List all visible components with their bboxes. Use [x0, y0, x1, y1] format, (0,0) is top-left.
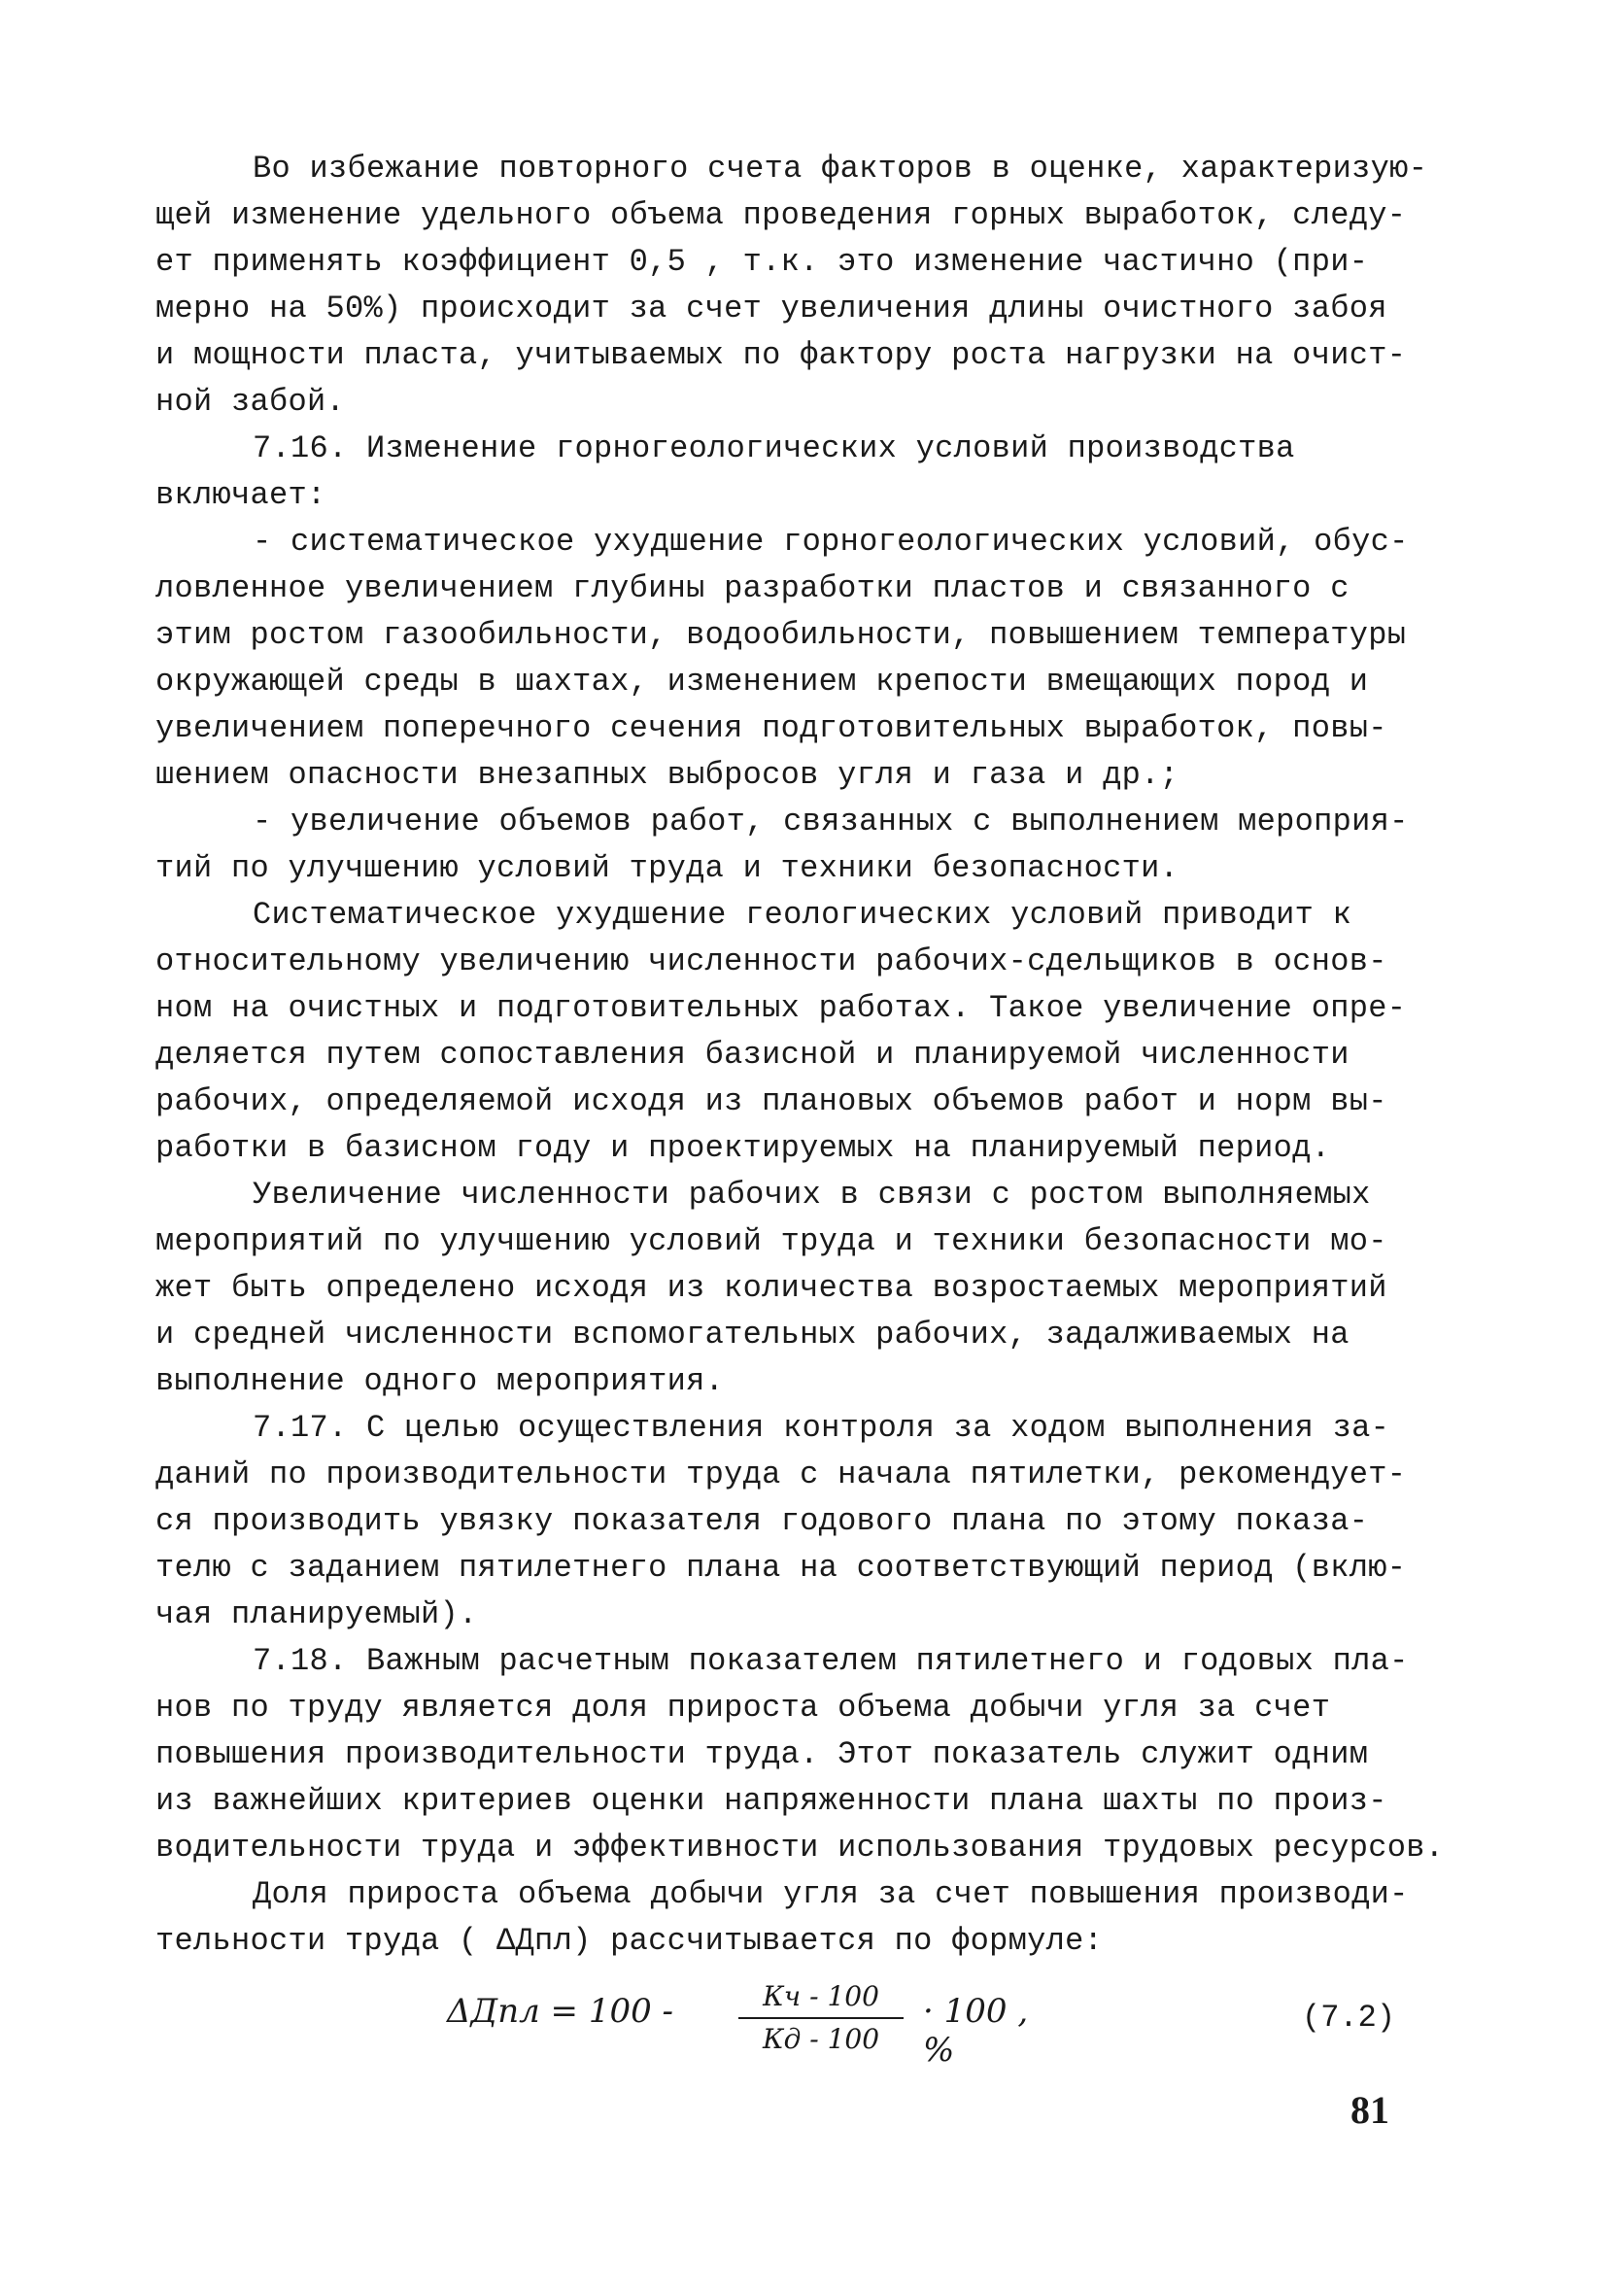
text-line: относительному увеличению численности рабочих-сдельщиков в основ-	[155, 943, 1387, 979]
text-line: мероприятий по улучшению условий труда и техники безопасности мо-	[155, 1223, 1387, 1259]
text-line: деляется путем сопоставления базисной и планируемой численности	[155, 1037, 1350, 1073]
text-line: выполнение одного мероприятия.	[155, 1363, 725, 1399]
formula-block	[155, 1965, 1477, 2072]
page-number: 81	[1350, 2088, 1389, 2132]
paragraph	[155, 1871, 1477, 1965]
text-line: телю с заданием пятилетнего плана на соответствующий период (вклю-	[155, 1550, 1407, 1586]
text-line: повышения производительности труда. Этот показатель служит одним	[155, 1736, 1369, 1772]
paragraph	[155, 1638, 1477, 1871]
text-line: - систематическое ухудшение горногеологических условий, обус-	[253, 524, 1409, 560]
text-line: этим ростом газообильности, водообильности, повышением температуры	[155, 617, 1407, 653]
formula-numerator: Кч - 100	[763, 1980, 879, 2012]
formula-lhs: ΔДпл = 100 -	[447, 1992, 674, 2031]
paragraph	[155, 146, 1477, 426]
paragraph	[155, 799, 1477, 892]
text-line: ной забой.	[155, 384, 346, 420]
text-line: 7.18. Важным расчетным показателем пятилетнего и годовых пла-	[253, 1643, 1409, 1679]
text-line: тий по улучшению условий труда и техники безопасности.	[155, 850, 1179, 886]
paragraph	[155, 1405, 1477, 1638]
text-line: Увеличение численности рабочих в связи с ростом выполняемых	[253, 1177, 1371, 1213]
text-line: окружающей среды в шахтах, изменением крепости вмещающих пород и	[155, 664, 1369, 700]
formula-7-2	[447, 1978, 1069, 2072]
text-line: рабочих, определяемой исходя из плановых объемов работ и норм вы-	[155, 1083, 1387, 1119]
text-line: включает:	[155, 477, 326, 513]
formula-rhs: · 100 , %	[923, 1992, 1029, 2070]
text-line: - увеличение объемов работ, связанных с выполнением мероприя-	[253, 804, 1409, 840]
text-line: ет применять коэффициент 0,5 , т.к. это изменение частично (при-	[155, 244, 1369, 280]
text-line: ся производить увязку показателя годового плана по этому показа-	[155, 1503, 1369, 1539]
text-line: 7.17. С целью осуществления контроля за ходом выполнения за-	[253, 1410, 1390, 1446]
document-body	[155, 146, 1477, 1965]
formula-row	[155, 1978, 1477, 2072]
paragraph	[155, 426, 1477, 519]
text-line: Систематическое ухудшение геологических условий приводит к	[253, 897, 1352, 933]
text-line: ном на очистных и подготовительных работах. Такое увеличение опре-	[155, 990, 1407, 1026]
text-line: жет быть определено исходя из количества возростаемых мероприятий	[155, 1270, 1387, 1306]
formula-denominator: Кд - 100	[762, 2023, 880, 2055]
text-line: Доля прироста объема добычи угля за счет повышения производи-	[253, 1876, 1409, 1912]
text-line: и средней численности вспомогательных рабочих, задалживаемых на	[155, 1317, 1350, 1353]
text-line: нов по труду является доля прироста объема добычи угля за счет	[155, 1690, 1331, 1726]
text-line: и мощности пласта, учитываемых по фактору роста нагрузки на очист-	[155, 337, 1407, 373]
text-line: ловленное увеличением глубины разработки пластов и связанного с	[155, 570, 1350, 606]
paragraph	[155, 519, 1477, 799]
text-line: работки в базисном году и проектируемых на планируемый период.	[155, 1130, 1331, 1166]
equation-number: (7.2)	[1302, 2000, 1396, 2036]
paragraph	[155, 892, 1477, 1172]
text-line: щей изменение удельного объема проведения горных выработок, следу-	[155, 197, 1407, 233]
text-line: шением опасности внезапных выбросов угля и газа и др.;	[155, 757, 1179, 793]
text-line: мерно на 50%) происходит за счет увеличения длины очистного забоя	[155, 291, 1387, 326]
text-line: чая планируемый).	[155, 1596, 478, 1632]
text-line: увеличением поперечного сечения подготовительных выработок, повы-	[155, 710, 1387, 746]
paragraph	[155, 1172, 1477, 1405]
text-line: тельности труда ( ΔДпл) рассчитывается по формуле:	[155, 1923, 1104, 1959]
text-line: из важнейших критериев оценки напряженности плана шахты по произ-	[155, 1783, 1387, 1819]
text-line: даний по производительности труда с начала пятилетки, рекомендует-	[155, 1456, 1407, 1492]
formula-fraction	[738, 1978, 904, 2058]
text-line: Во избежание повторного счета факторов в оценке, характеризую-	[253, 151, 1428, 187]
fraction-bar	[738, 2017, 904, 2019]
text-line: водительности труда и эффективности использования трудовых ресурсов.	[155, 1830, 1445, 1866]
text-line: 7.16. Изменение горногеологических условий производства	[253, 430, 1295, 466]
